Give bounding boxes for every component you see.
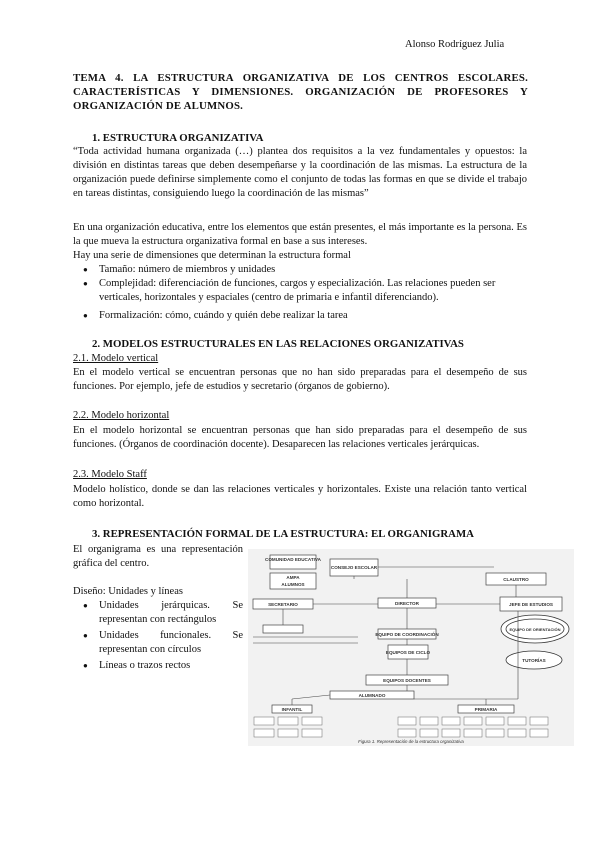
jefe-label: JEFE DE ESTUDIOS [509,602,553,607]
section-1-quote: “Toda actividad humana organizada (…) plantea dos requisitos a la vez fundamentales y opuestos: la división en distintas tareas que deben desempeñarse y la coordinación de las mismas. La estructura de la organización puede definirse simplemente como el conjunto de todas las formas en que se divide el trabajo en tareas distintas, consiguiendo luego la coordinación de las mismas” [73,146,527,199]
author-name: Alonso Rodríguez Julia [405,39,505,50]
list-item: ● Formalización: cómo, cuándo y quién debe realizar la tarea [73,309,527,323]
list-item: ● Complejidad: diferenciación de funciones, cargos y especialización. Las relaciones pueden ser verticales, horizontales y espaciales (centro de primaria e infantil diferenciando). [73,277,527,305]
ciclo-label: EQUIPOS DE CICLO [385,650,431,655]
secretario-label: SECRETARIO [268,602,298,607]
section-2-heading: 2. MODELOS ESTRUCTURALES EN LAS RELACIONES ORGANIZATIVAS [92,338,464,350]
primaria-label: PRIMARIA [474,707,498,712]
design-label: Diseño: Unidades y líneas [73,586,183,597]
list-item: ● Unidades funcionales. Se representan con círculos [73,629,243,657]
orientacion-label: EQUIPO DE ORIENTACIÓN [509,627,561,632]
model-staff-title: 2.3. Modelo Staff [73,469,147,480]
list-item: ● Líneas o trazos rectos [73,659,243,673]
section-1-heading: 1. ESTRUCTURA ORGANIZATIVA [92,132,264,144]
model-vertical-text: En el modelo vertical se encuentran personas que no han sido preparadas para el desempeño de sus funciones. Por ejemplo, jefe de estudios y secretario (órganos de gobierno). [73,367,527,392]
document-title: TEMA 4. LA ESTRUCTURA ORGANIZATIVA DE LOS CENTROS ESCOLARES. CARACTERÍSTICAS Y DIMENSIONES. ORGANIZACIÓN DE PROFESORES Y ORGANIZACIÓN DE ALUMNOS. [73,72,528,112]
alumnos-label: ALUMNOS [281,582,305,587]
section-3-heading: 3. REPRESENTACIÓN FORMAL DE LA ESTRUCTURA: EL ORGANIGRAMA [92,528,474,540]
model-vertical-title: 2.1. Modelo vertical [73,353,159,364]
consejo-label: CONSEJO ESCOLAR [330,565,378,570]
ampa-label: AMPA [286,575,300,580]
docentes-label: EQUIPOS DOCENTES [383,678,431,683]
figure-caption: Figura 1. Representación de la estructura organizativa [358,739,464,744]
section-1-paragraph: En una organización educativa, entre los elementos que están presentes, el más importante es la persona. Es la que mueva la estructura organizativa formal en base a sus intereses. [73,222,527,247]
organigram-figure [248,549,574,746]
director-label: DIRECTOR [395,601,419,606]
list-item: ● Tamaño: número de miembros y unidades [73,263,527,277]
admin-box [263,625,303,633]
model-horizontal-title: 2.2. Modelo horizontal [73,410,170,421]
tutorias-label: TUTORÍAS [522,658,546,663]
coordinacion-label: EQUIPO DE COORDINACIÓN [375,632,439,637]
dimensions-intro: Hay una serie de dimensiones que determinan la estructura formal [73,250,351,261]
model-staff-text: Modelo holístico, donde se dan las relaciones verticales y horizontales. Existe una relación tanto vertical como horizontal. [73,484,527,509]
comunidad-label: COMUNIDAD EDUCATIVA [265,557,321,562]
model-horizontal-text: En el modelo horizontal se encuentran personas que han sido preparadas para el desempeño de sus funciones. (Órganos de coordinación docente). Desaparecen las relaciones verticales jerárquicas. [73,425,527,450]
dimensions-list [73,263,527,323]
organigram-intro: El organigrama es una representación gráfica del centro. [73,544,243,569]
alumnado-label: ALUMNADO [358,693,386,698]
claustro-label: CLAUSTRO [503,577,529,582]
infantil-label: INFANTIL [281,707,303,712]
list-item: ● Unidades jerárquicas. Se representan con rectángulos [73,599,243,627]
design-list [73,599,243,673]
